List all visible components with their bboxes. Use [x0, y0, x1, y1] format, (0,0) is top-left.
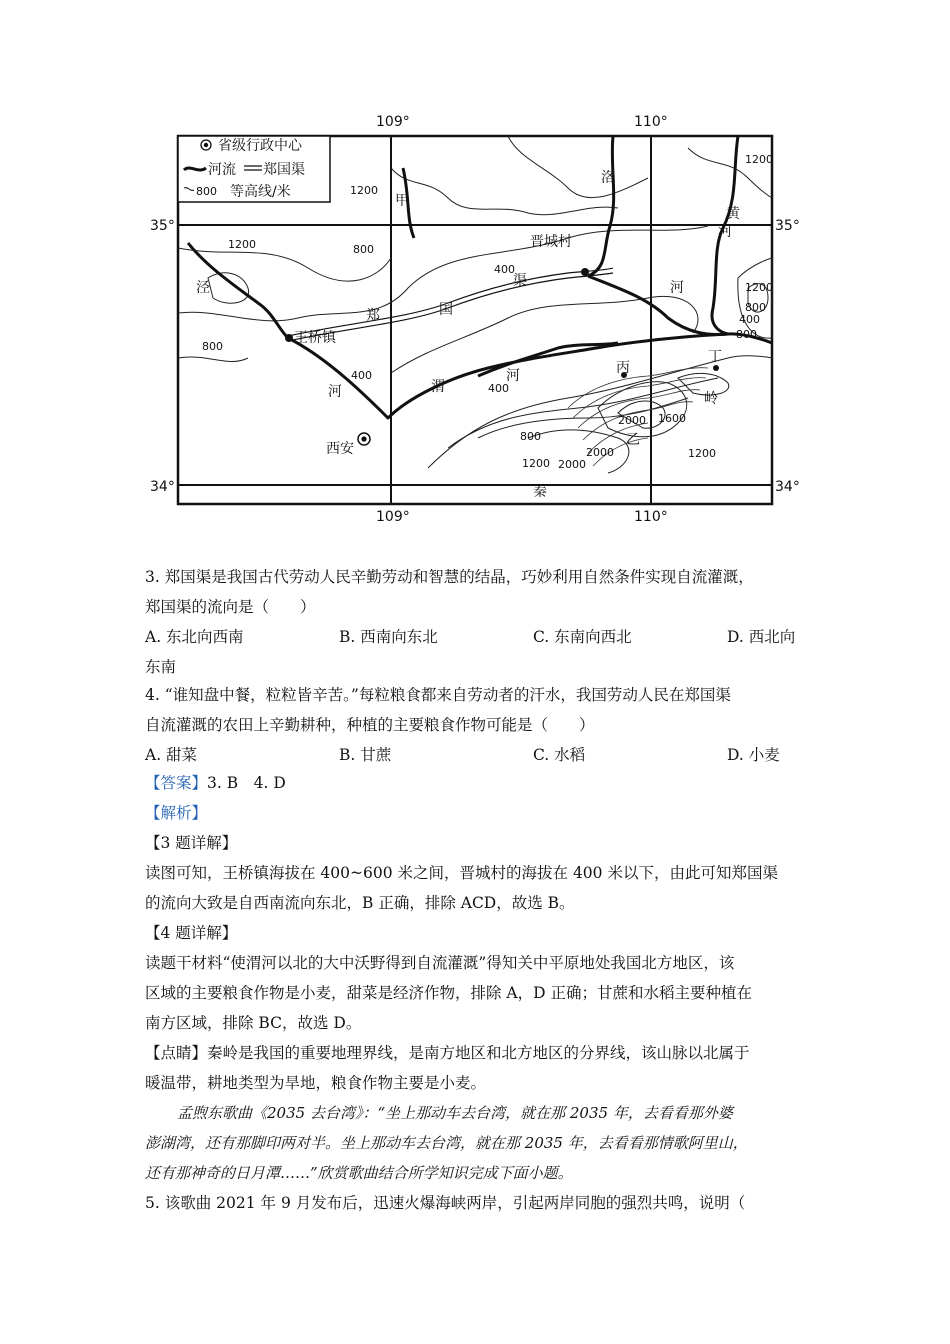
elev-label: 1200: [688, 447, 716, 460]
elev-label: 1200: [228, 238, 256, 251]
legend-contour: 等高线/米: [230, 184, 291, 200]
q3-option-c: C. 东南向西北: [533, 628, 632, 646]
legend-canal: 郑国渠: [263, 162, 305, 178]
q3-option-d: D. 西北向: [727, 628, 796, 646]
question-5: [145, 1188, 805, 1218]
name-he-jing: 河: [328, 384, 342, 400]
jincheng-dot: [581, 268, 589, 276]
elev-label: 800: [736, 328, 757, 341]
tip-text: 秦岭是我国的重要地理界线，是南方地区和北方地区的分界线，该山脉以北属于: [207, 1044, 750, 1062]
place-ding: 丁: [708, 349, 722, 365]
luo-river: [588, 136, 614, 276]
place-wangqiao: 王桥镇: [294, 330, 336, 346]
map-legend: [178, 136, 330, 202]
legend-capital: 省级行政中心: [218, 138, 302, 154]
tip-label: 【点睛】: [145, 1044, 208, 1062]
elev-label: 2000: [558, 458, 586, 471]
name-ling: 岭: [704, 391, 718, 407]
song-material: [145, 1098, 805, 1188]
song-line1: 孟煦东歌曲《2035 去台湾》：“坐上那动车去台湾，就在那 2035 年，去看看那外婆: [177, 1104, 733, 1122]
place-jincheng: 晋城村: [530, 234, 572, 250]
name-qu: 渠: [513, 273, 527, 289]
q3-stem-line1: 3. 郑国渠是我国古代劳动人民辛勤劳动和智慧的结晶，巧妙利用自然条件实现自流灌溉，: [145, 568, 754, 586]
elev-label: 1200: [350, 184, 378, 197]
lat-label-left-34: 34°: [150, 479, 175, 495]
q4-stem-line2: 自流灌溉的农田上辛勤耕种，种植的主要粮食作物可能是（ ）: [145, 716, 595, 734]
name-jing: 泾: [196, 280, 210, 296]
answer-label: 【答案】: [145, 774, 208, 792]
q5-stem-line1: 5. 该歌曲 2021 年 9 月发布后，迅速火爆海峡两岸，引起两岸同胞的强烈共鸣，说明（: [145, 1194, 746, 1212]
lat-label-right-35: 35°: [775, 218, 800, 234]
name-he-huang: 河: [718, 224, 732, 240]
analysis-label: 【解析】: [145, 804, 208, 822]
question-4: [145, 680, 805, 770]
q4-detail-line1: 读题干材料“使渭河以北的大中沃野得到自流灌溉”得知关中平原地处我国北方地区，该: [145, 954, 735, 972]
elev-label: 1200: [745, 281, 773, 294]
tip-line1: [145, 1038, 805, 1068]
q4-detail-title: 【4 题详解】: [145, 924, 238, 942]
lon-label-top-109: 109°: [376, 114, 410, 130]
place-xian: 西安: [326, 441, 354, 457]
q3-option-d-continued: 东南: [145, 658, 177, 676]
lat-label-right-34: 34°: [775, 479, 800, 495]
elev-label: 400: [494, 263, 515, 276]
q4-option-b: B. 甘蔗: [339, 746, 392, 764]
q3-detail-line2: 的流向大致是自西南流向东北，B 正确，排除 ACD，故选 B。: [145, 894, 575, 912]
answer-text: 3. B 4. D: [207, 774, 286, 792]
lat-label-left-35: 35°: [150, 218, 175, 234]
place-bing: 丙: [616, 360, 630, 376]
elev-label: 1200: [522, 457, 550, 470]
lon-label-top-110: 110°: [634, 114, 668, 130]
q4-detail-line2: 区域的主要粮食作物是小麦，甜菜是经济作物，排除 A，D 正确；甘蔗和水稻主要种植在: [145, 984, 752, 1002]
xian-capital-inner: [361, 436, 366, 441]
elev-label: 800: [745, 301, 766, 314]
name-huang: 黄: [726, 206, 740, 222]
q4-option-d: D. 小麦: [727, 746, 780, 764]
question-3: [145, 562, 805, 682]
elev-label: 2000: [618, 414, 646, 427]
q3-option-a: A. 东北向西南: [145, 628, 244, 646]
elev-label: 400: [739, 313, 760, 326]
elev-label: 800: [353, 243, 374, 256]
name-he-luo: 河: [670, 280, 684, 296]
name-luo: 洛: [601, 170, 615, 186]
elev-label: 400: [351, 369, 372, 382]
name-guo: 国: [439, 302, 453, 318]
luo-lower-river: [588, 276, 728, 335]
q3-option-b: B. 西南向东北: [339, 628, 438, 646]
elev-label: 800: [520, 430, 541, 443]
ding-dot: [713, 365, 719, 371]
elev-label: 800: [202, 340, 223, 353]
tip-line2: 暖温带，耕地类型为旱地，粮食作物主要是小麦。: [145, 1074, 487, 1092]
name-he-wei: 河: [506, 368, 520, 384]
answer-section: [145, 768, 805, 1098]
legend-contour-sample: 800: [196, 185, 217, 198]
elev-label: 1600: [658, 412, 686, 425]
q3-stem-line2: 郑国渠的流向是（ ）: [145, 598, 316, 616]
q3-options: [145, 622, 805, 652]
q4-detail-line3: 南方区域，排除 BC，故选 D。: [145, 1014, 362, 1032]
q3-detail-line1: 读图可知，王桥镇海拔在 400~600 米之间，晋城村的海拔在 400 米以下，由此可知郑国渠: [145, 864, 778, 882]
place-jia: 甲: [395, 193, 409, 209]
lon-label-bottom-109: 109°: [376, 509, 410, 524]
q4-option-c: C. 水稻: [533, 746, 586, 764]
song-line2: 澎湖湾，还有那脚印两对半。坐上那动车去台湾，就在那 2035 年，去看看那情歌阿里山，: [145, 1134, 748, 1152]
lon-label-bottom-110: 110°: [634, 509, 668, 524]
topographic-map: [148, 108, 802, 524]
q4-options: [145, 740, 805, 770]
place-yi: 乙: [626, 432, 640, 448]
wangqiao-dot: [285, 334, 293, 342]
answer-line: [145, 768, 805, 798]
q4-stem-line1: 4. “谁知盘中餐，粒粒皆辛苦。”每粒粮食都来自劳动者的汗水，我国劳动人民在郑国渠: [145, 686, 731, 704]
elev-label: 400: [488, 382, 509, 395]
elev-label: 1200: [745, 153, 773, 166]
song-line3: 还有那神奇的日月潭……”欣赏歌曲结合所学知识完成下面小题。: [145, 1164, 573, 1182]
q4-option-a: A. 甜菜: [145, 746, 198, 764]
legend-river: 河流: [208, 162, 236, 178]
name-wei: 渭: [431, 379, 445, 395]
name-qin: 秦: [533, 484, 547, 500]
q3-detail-title: 【3 题详解】: [145, 834, 238, 852]
elev-label: 2000: [586, 446, 614, 459]
name-zheng: 郑: [366, 308, 380, 324]
